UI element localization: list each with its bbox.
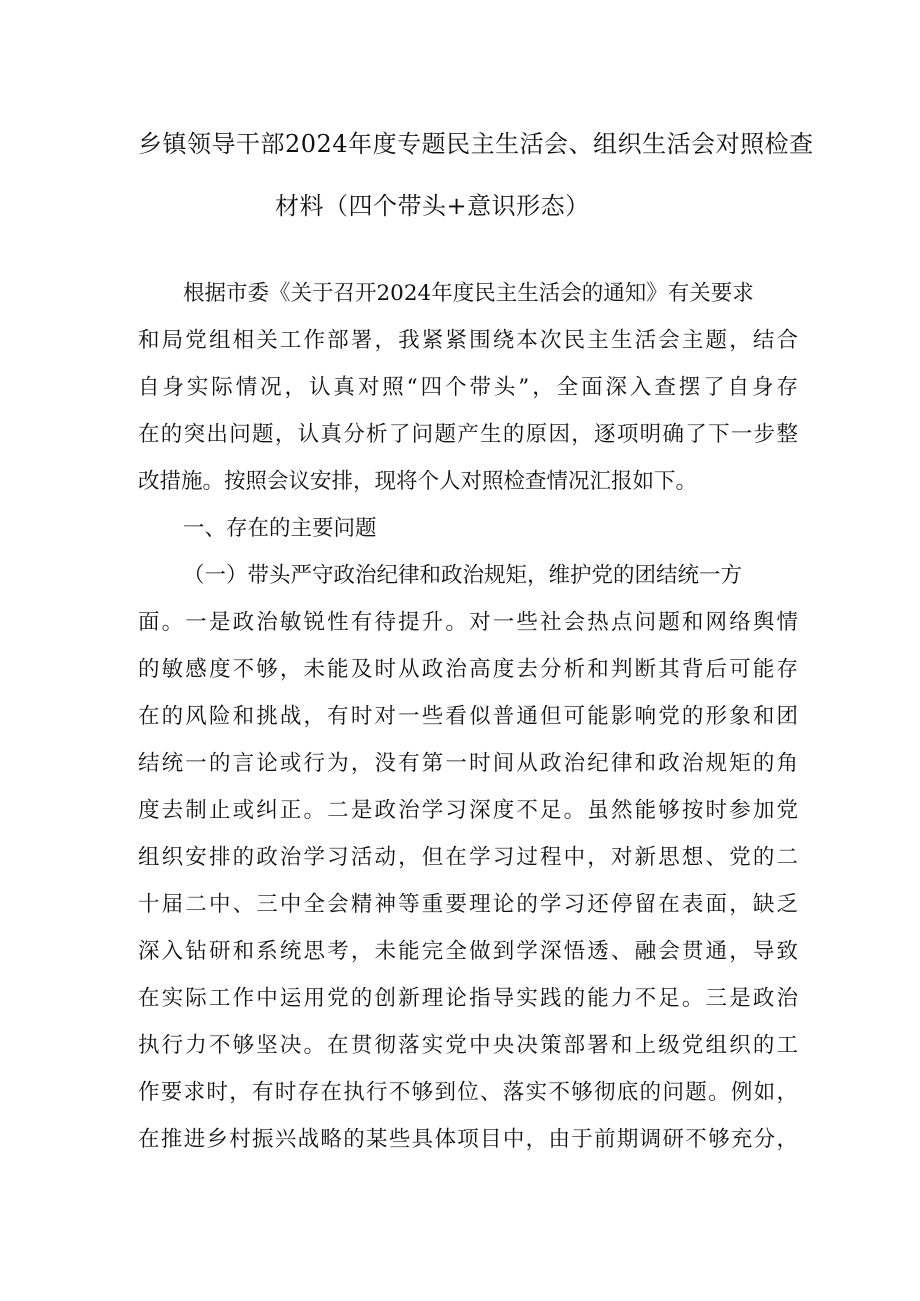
document-title-line-2: 材料（四个带头+意识形态）	[275, 192, 590, 220]
paragraph-line: 在实际工作中运用党的创新理论指导实践的能力不足。三是政治	[138, 986, 798, 1011]
paragraph-line: 根据市委《关于召开2024年度民主生活会的通知》有关要求	[183, 281, 754, 306]
paragraph-line: 组织安排的政治学习活动，但在学习过程中，对新思想、党的二	[138, 845, 798, 870]
paragraph-line: 作要求时，有时存在执行不够到位、落实不够彻底的问题。例如，	[138, 1080, 798, 1105]
paragraph-line: 结统一的言论或行为，没有第一时间从政治纪律和政治规矩的角	[138, 751, 798, 776]
paragraph-line: 在的风险和挑战，有时对一些看似普通但可能影响党的形象和团	[138, 704, 798, 729]
paragraph-line: 深入钻研和系统思考，未能完全做到学深悟透、融会贯通，导致	[138, 939, 798, 964]
paragraph-line: 度去制止或纠正。二是政治学习深度不足。虽然能够按时参加党	[138, 798, 798, 823]
paragraph-line: （一）带头严守政治纪律和政治规矩，维护党的团结统一方	[183, 563, 743, 588]
section-heading: 一、存在的主要问题	[183, 516, 377, 541]
paragraph-line: 面。一是政治敏锐性有待提升。对一些社会热点问题和网络舆情	[138, 610, 798, 635]
paragraph-line: 自身实际情况，认真对照“四个带头”，全面深入查摆了自身存	[138, 375, 798, 400]
paragraph-line: 和局党组相关工作部署，我紧紧围绕本次民主生活会主题，结合	[138, 328, 798, 353]
paragraph-line: 改措施。按照会议安排，现将个人对照检查情况汇报如下。	[138, 469, 698, 494]
paragraph-line: 在的突出问题，认真分析了问题产生的原因，逐项明确了下一步整	[138, 422, 798, 447]
paragraph-line: 在推进乡村振兴战略的某些具体项目中，由于前期调研不够充分，	[138, 1127, 798, 1152]
document-title-line-1: 乡镇领导干部2024年度专题民主生活会、组织生活会对照检查	[138, 130, 814, 158]
document-body	[138, 270, 798, 1163]
paragraph-line: 十届二中、三中全会精神等重要理论的学习还停留在表面，缺乏	[138, 892, 798, 917]
paragraph-line: 执行力不够坚决。在贯彻落实党中央决策部署和上级党组织的工	[138, 1033, 798, 1058]
paragraph-line: 的敏感度不够，未能及时从政治高度去分析和判断其背后可能存	[138, 657, 798, 682]
